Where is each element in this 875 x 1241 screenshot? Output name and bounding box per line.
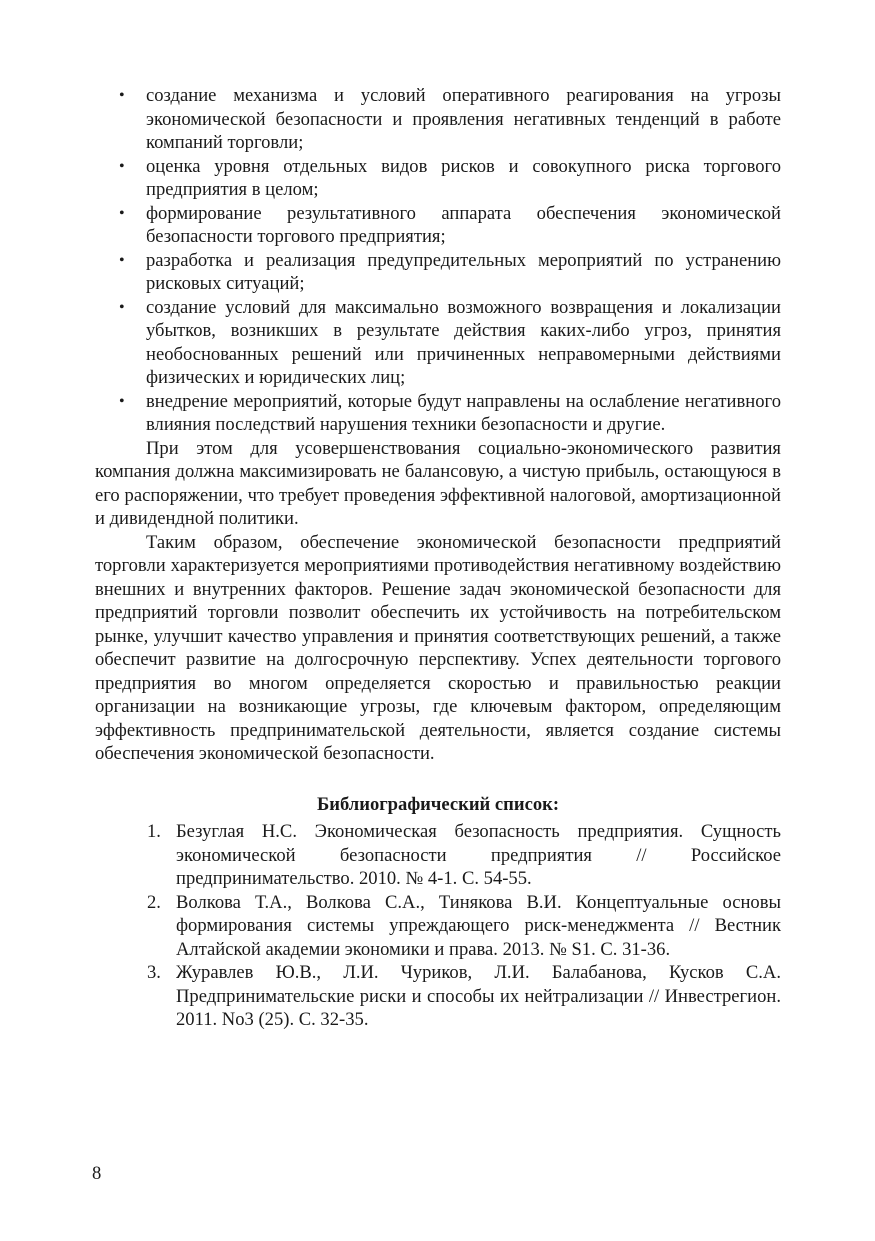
reference-number: 2. [147, 891, 161, 913]
bullet-text: внедрение мероприятий, которые будут направлены на ослабление негативного влияния последствий нарушения техники безопасности и другие. [146, 390, 781, 435]
bullet-icon: • [119, 204, 125, 222]
bullet-item [95, 390, 781, 437]
bullet-list [95, 84, 781, 437]
page-number: 8 [92, 1163, 102, 1184]
reference-text: Журавлев Ю.В., Л.И. Чуриков, Л.И. Балабанова, Кусков С.А. Предпринимательские риски и способы их нейтрализации // Инвестрегион. 2011. No3 (25). С. 32-35. [176, 962, 781, 1030]
bullet-item [95, 84, 781, 155]
reference-number: 3. [147, 962, 161, 983]
bullet-text: формирование результативного аппарата обеспечения экономической безопасности торгового предприятия; [146, 202, 781, 247]
page-body [95, 84, 781, 1032]
bullet-icon: • [119, 392, 125, 410]
bullet-item [95, 155, 781, 202]
bullet-text: разработка и реализация предупредительных мероприятий по устранению рисковых ситуаций; [146, 249, 781, 294]
bullet-icon: • [119, 87, 125, 104]
reference-number: 1. [147, 821, 161, 842]
bullet-item [95, 296, 781, 390]
reference-item [95, 820, 781, 891]
bullet-icon: • [119, 298, 125, 316]
bullet-icon: • [119, 157, 125, 175]
reference-item [95, 891, 781, 962]
bullet-text: создание условий для максимально возможного возвращения и локализации убытков, возникших в результате действия каких-либо угроз, принятия необоснованных решений или причиненных неправомерными действиями физических и юридических лиц; [146, 296, 781, 388]
bullet-icon: • [119, 251, 125, 269]
bibliography-list [95, 820, 781, 1032]
bullet-text: оценка уровня отдельных видов рисков и совокупного риска торгового предприятия в целом; [146, 155, 781, 200]
body-paragraph: При этом для усовершенствования социально-экономического развития компания должна максимизировать не балансовую, а чистую прибыль, остающуюся в его распоряжении, что требует проведения эффективной налоговой, амортизационной и дивидендной политики. [95, 437, 781, 529]
reference-text: Волкова Т.А., Волкова С.А., Тинякова В.И. Концептуальные основы формирования системы упреждающего риск-менеджмента // Вестник Алтайской академии экономики и права. 2013. № S1. С. 31-36. [176, 891, 781, 960]
bullet-item [95, 202, 781, 249]
bullet-item [95, 249, 781, 296]
reference-text: Безуглая Н.С. Экономическая безопасность предприятия. Сущность экономической безопасности предприятия // Российское предпринимательство. 2010. № 4-1. С. 54-55. [176, 821, 781, 889]
bullet-text: создание механизма и условий оперативного реагирования на угрозы экономической безопасности и проявления негативных тенденций в работе компаний торговли; [146, 85, 781, 153]
body-paragraph: Таким образом, обеспечение экономической безопасности предприятий торговли характеризуется мероприятиями противодействия негативному воздействию внешних и внутренних факторов. Решение задач экономической безопасности для предприятий торговли позволит обеспечить их устойчивость на потребительском рынке, улучшит качество управления и принятия соответствующих решений, а также обеспечит развитие на долгосрочную перспективу. Успех деятельности торгового предприятия во многом определяется скоростью и правильностью реакции организации на возникающие угрозы, где ключевым фактором, определяющим эффективность предпринимательской деятельности, является создание системы обеспечения экономической безопасности. [95, 531, 781, 764]
bibliography-heading: Библиографический список: [316, 793, 560, 815]
reference-item [95, 961, 781, 1032]
